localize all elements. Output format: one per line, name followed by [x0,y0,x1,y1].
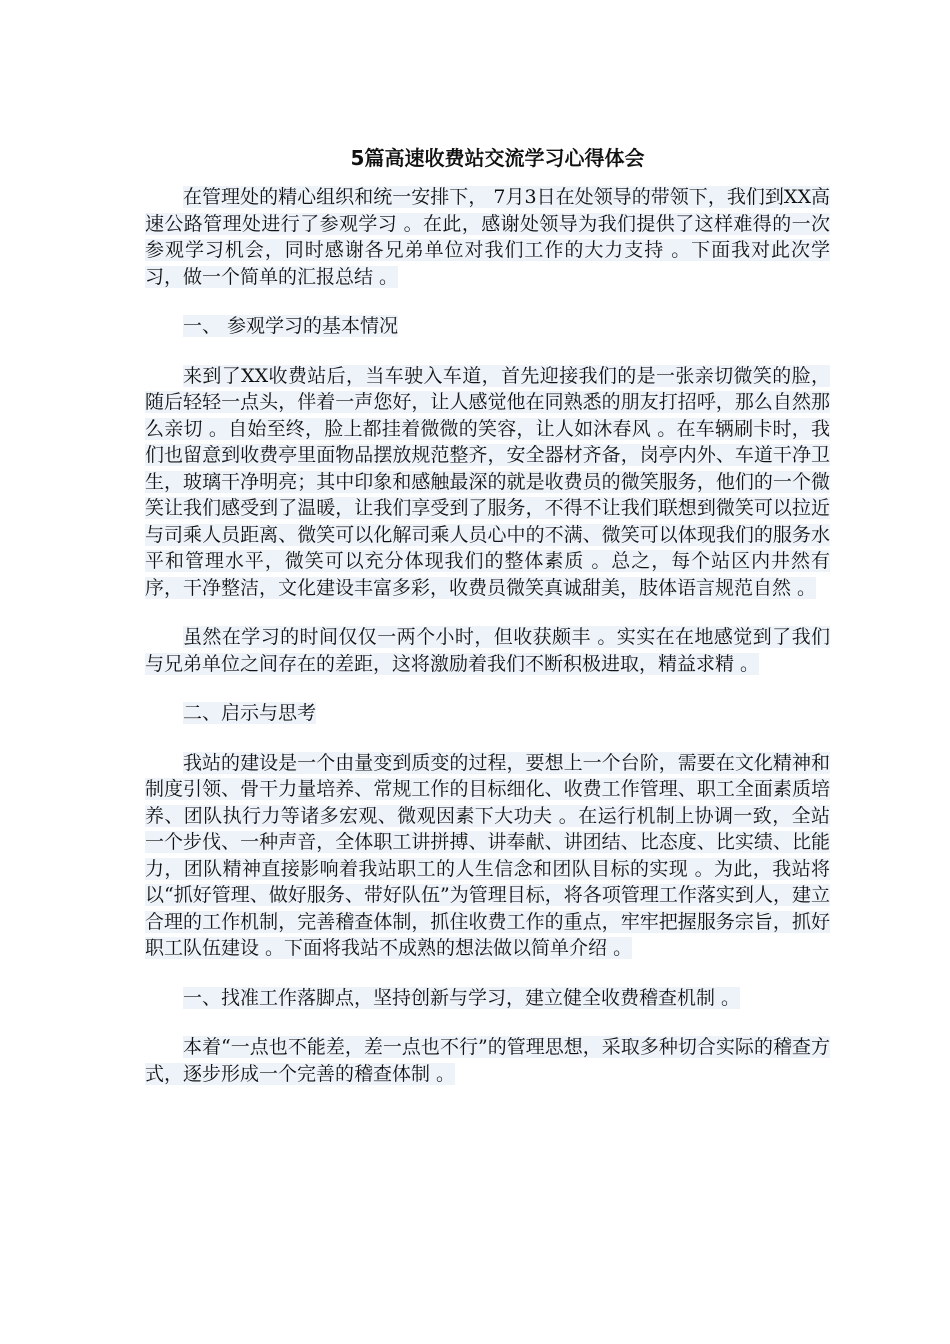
heading-text: 一、 参观学习的基本情况 [183,315,399,337]
paragraph-text: 虽然在学习的时间仅仅一两个小时，但收获颇丰 。实实在在地感觉到了我们与兄弟单位之间存在的差距，这将激励着我们不断积极进取，精益求精 。 [145,626,830,675]
paragraph-inspection [145,1034,830,1087]
paragraph-text: 在管理处的精心组织和统一安排下， 7月3日在处领导的带领下，我们到XX高速公路管理处进行了参观学习 。在此，感谢处领导为我们提供了这样难得的一次参观学习机会，同时感谢各兄弟单位对我们工作的大力支持 。下面我对此次学习，做一个简单的汇报总结 。 [145,186,830,288]
paragraph-visit [145,363,830,602]
heading-text: 一、找准工作落脚点，坚持创新与学习，建立健全收费稽查机制 。 [183,986,741,1009]
section-heading-3 [145,985,830,1012]
paragraph-intro [145,184,830,290]
document-body [145,144,830,1110]
paragraph-text: 来到了XX收费站后，当车驶入车道，首先迎接我们的是一张亲切微笑的脸，随后轻轻一点头，伴着一声您好，让人感觉他在同熟悉的朋友打招呼，那么自然那么亲切 。自始至终，脸上都挂着微微的笑容，让人如沐春风 。在车辆刷卡时，我们也留意到收费亭里面物品摆放规范整齐，安全器材齐备，岗亭内外、车道干净卫生，玻璃干净明亮；其中印象和感触最深的就是收费员的微笑服务，他们的一个微笑让我们感受到了温暖，让我们享受到了服务，不得不让我们联想到微笑可以拉近与司乘人员距离、微笑可以化解司乘人员心中的不满、微笑可以体现我们的服务水平和管理水平，微笑可以充分体现我们的整体素质 。总之，每个站区内井然有序，干净整洁，文化建设丰富多彩，收费员微笑真诚甜美，肢体语言规范自然 。 [145,364,830,599]
paragraph-construction [145,750,830,962]
heading-text: 二、启示与思考 [183,702,317,724]
paragraph-gain [145,624,830,677]
document-title: 5篇高速收费站交流学习心得体会 [350,146,645,170]
paragraph-text: 我站的建设是一个由量变到质变的过程，要想上一个台阶，需要在文化精神和制度引领、骨干力量培养、常规工作的目标细化、收费工作管理、职工全面素质培养、团队执行力等诸多宏观、微观因素下大功夫 。在运行机制上协调一致，全站一个步伐、一种声音，全体职工讲拼搏、讲奉献、讲团结、比态度、比实绩、比能力，团队精神直接影响着我站职工的人生信念和团队目标的实现 。为此，我站将以“抓好管理、做好服务、带好队伍”为管理目标，将各项管理工作落实到人，建立合理的工作机制，完善稽查体制，抓住收费工作的重点，牢牢把握服务宗旨，抓好职工队伍建设 。下面将我站不成熟的想法做以简单介绍 。 [145,751,830,959]
paragraph-text: 本着“一点也不能差，差一点也不行”的管理思想，采取多种切合实际的稽查方式，逐步形成一个完善的稽查体制 。 [145,1036,830,1085]
section-heading-1 [145,313,830,340]
section-heading-2 [145,700,830,727]
